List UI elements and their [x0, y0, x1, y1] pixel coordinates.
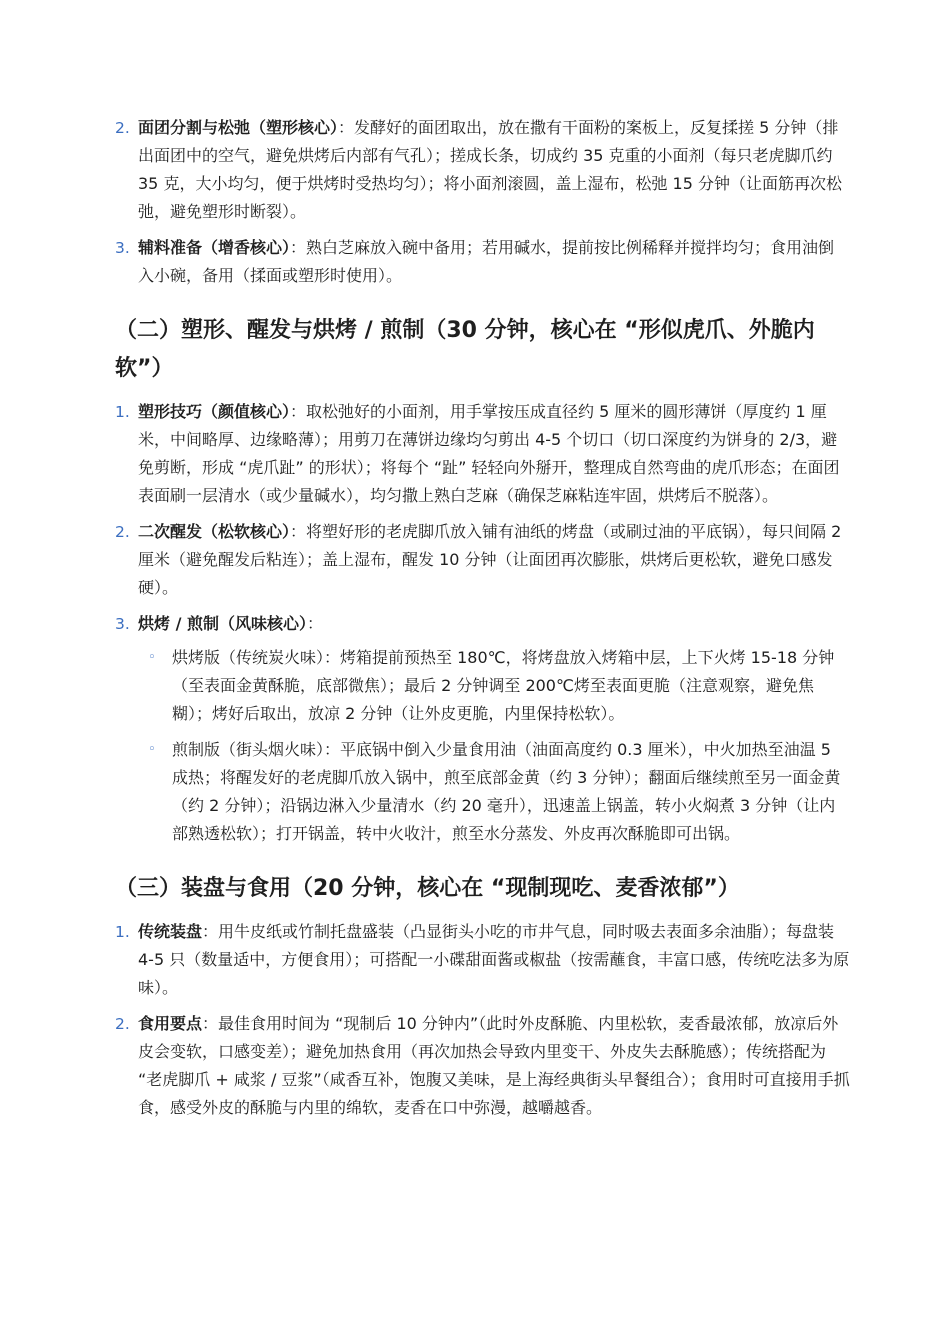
- list-number: 2.: [115, 119, 130, 137]
- item-text: ：熟白芝麻放入碗中备用；若用碱水，提前按比例稀释并搅拌均匀；食用油倒入小碗，备用（揉面或塑形时使用）。: [138, 238, 835, 285]
- item-label: 塑形技巧（颜值核心）: [138, 402, 291, 421]
- item-label: 辅料准备（增香核心）: [138, 238, 291, 257]
- item-text: ：: [307, 614, 324, 633]
- list-item: [115, 234, 850, 290]
- sub-list-item: [138, 736, 850, 848]
- list-item: [115, 1010, 850, 1122]
- list-item: [115, 114, 850, 226]
- step-list-continued: [115, 114, 850, 290]
- list-number: 2.: [115, 523, 130, 541]
- list-item: [115, 518, 850, 602]
- section-heading: （二）塑形、醒发与烘烤 / 煎制（30 分钟，核心在 “形似虎爪、外脆内软”）: [115, 318, 815, 381]
- section-three-list: [115, 918, 850, 1122]
- sub-list: [138, 644, 850, 848]
- item-label: 食用要点: [138, 1014, 203, 1033]
- sub-item-text: 煎制版（街头烟火味）：平底锅中倒入少量食用油（油面高度约 0.3 厘米），中火加热至油温 5 成热；将醒发好的老虎脚爪放入锅中，煎至底部金黄（约 3 分钟）；翻面后继续煎至另一面金黄（约 2 分钟）；沿锅边淋入少量清水（约 20 毫升），迅速盖上锅盖，转小火焖煮 3 分钟（让内部熟透松软）；打开锅盖，转中火收汁，煎至水分蒸发、外皮再次酥脆即可出锅。: [172, 740, 841, 843]
- list-number: 1.: [115, 403, 130, 421]
- list-number: 2.: [115, 1015, 130, 1033]
- list-item: [115, 918, 850, 1002]
- hollow-bullet-icon: ◦: [148, 742, 156, 757]
- item-label: 传统装盘: [138, 922, 203, 941]
- item-label: 面团分割与松弛（塑形核心）: [138, 118, 339, 137]
- item-text: ：取松弛好的小面剂，用手掌按压成直径约 5 厘米的圆形薄饼（厚度约 1 厘米，中间略厚、边缘略薄）；用剪刀在薄饼边缘均匀剪出 4-5 个切口（切口深度约为饼身的 2/3，避免剪断，形成 “虎爪趾” 的形状）；将每个 “趾” 轻轻向外掰开，整理成自然弯曲的虎爪形态；在面团表面刷一层清水（或少量碱水），均匀撒上熟白芝麻（确保芝麻粘连牢固，烘烤后不脱落）。: [138, 402, 840, 505]
- list-number: 1.: [115, 923, 130, 941]
- list-number: 3.: [115, 615, 130, 633]
- item-label: 烘烤 / 煎制（风味核心）: [138, 614, 307, 633]
- item-text: ：最佳食用时间为 “现制后 10 分钟内”（此时外皮酥脆、内里松软，麦香最浓郁，放凉后外皮会变软，口感变差）；避免加热食用（再次加热会导致内里变干、外皮失去酥脆感）；传统搭配为 “老虎脚爪 + 咸浆 / 豆浆”（咸香互补，饱腹又美味，是上海经典街头早餐组合）；食用时可直接用手抓食，感受外皮的酥脆与内里的绵软，麦香在口中弥漫，越嚼越香。: [138, 1014, 850, 1117]
- item-text: ：发酵好的面团取出，放在撒有干面粉的案板上，反复揉搓 5 分钟（排出面团中的空气，避免烘烤后内部有气孔）；搓成长条，切成约 35 克重的小面剂（每只老虎脚爪约 35 克，大小均匀，便于烘烤时受热均匀）；将小面剂滚圆，盖上湿布，松弛 15 分钟（让面筋再次松弛，避免塑形时断裂）。: [138, 118, 842, 221]
- list-item: [115, 398, 850, 510]
- hollow-bullet-icon: ◦: [148, 650, 156, 665]
- item-text: ：将塑好形的老虎脚爪放入铺有油纸的烤盘（或刷过油的平底锅），每只间隔 2 厘米（避免醒发后粘连）；盖上湿布，醒发 10 分钟（让面团再次膨胀，烘烤后更松软，避免口感发硬）。: [138, 522, 842, 597]
- list-number: 3.: [115, 239, 130, 257]
- item-text: ：用牛皮纸或竹制托盘盛装（凸显街头小吃的市井气息，同时吸去表面多余油脂）；每盘装 4-5 只（数量适中，方便食用）；可搭配一小碟甜面酱或椒盐（按需蘸食，丰富口感，传统吃法多为原味）。: [138, 922, 850, 997]
- list-item: [115, 610, 850, 848]
- sub-list-item: [138, 644, 850, 728]
- section-heading: （三）装盘与食用（20 分钟，核心在 “现制现吃、麦香浓郁”）: [115, 876, 740, 901]
- section-two-list: [115, 398, 850, 848]
- sub-item-text: 烘烤版（传统炭火味）：烤箱提前预热至 180℃，将烤盘放入烤箱中层，上下火烤 15-18 分钟（至表面金黄酥脆，底部微焦）；最后 2 分钟调至 200℃烤至表面更脆（注意观察，避免焦糊）；烤好后取出，放凉 2 分钟（让外皮更脆，内里保持松软）。: [172, 648, 835, 723]
- item-label: 二次醒发（松软核心）: [138, 522, 291, 541]
